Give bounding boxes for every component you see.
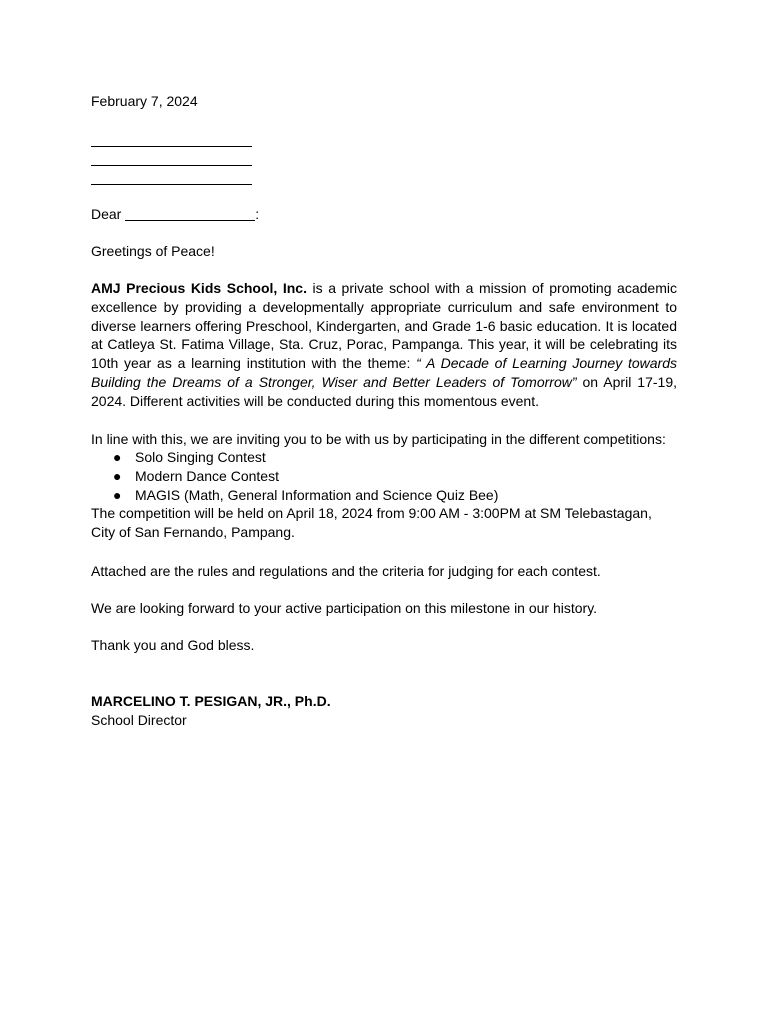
- looking-forward: We are looking forward to your active participation on this milestone in our history.: [91, 600, 598, 616]
- recipient-address-blank: [91, 184, 252, 185]
- signatory-title: School Director: [91, 712, 187, 728]
- competition-label: MAGIS (Math, General Information and Science Quiz Bee): [135, 486, 499, 503]
- salutation-name-blank: [125, 206, 255, 221]
- signatory-name: [91, 692, 331, 710]
- intro-paragraph: [91, 279, 677, 410]
- closing: Thank you and God bless.: [91, 637, 255, 653]
- bullet-icon: ●: [113, 449, 122, 465]
- invite-line: In line with this, we are inviting you to be with us by participating in the different competitions:: [91, 431, 666, 447]
- competition-list: [91, 448, 498, 504]
- recipient-position-blank: [91, 165, 252, 166]
- list-item: [91, 448, 498, 467]
- competition-label: Modern Dance Contest: [135, 467, 279, 484]
- list-item: [91, 486, 498, 505]
- salutation: [91, 205, 259, 223]
- intro-text-1: is a private school with a mission of promoting academic excellence by providing a developmentally appropriate curriculum and safe environment to diverse learners offering Preschool, Kindergarten, and Grade 1-6 basic education. It is located at Catleya St. Fatima Village, Sta. Cruz, Porac, Pampanga. This year, it will be celebrating its 10th year as a learning institution with the theme:: [91, 280, 677, 371]
- list-item: [91, 467, 498, 486]
- competition-details: The competition will be held on April 18, 2024 from 9:00 AM - 3:00PM at SM Telebastagan, City of San Fernando, Pampang.: [91, 505, 652, 540]
- bullet-icon: ●: [113, 486, 122, 503]
- intro-text-2: on April 17-19, 2024. Different activities will be conducted during this momentous event.: [91, 373, 678, 409]
- competition-label: Solo Singing Contest: [135, 449, 266, 465]
- recipient-name-blank: [91, 146, 252, 147]
- letter-date: February 7, 2024: [91, 93, 198, 109]
- attached-note: Attached are the rules and regulations and the criteria for judging for each contest.: [91, 563, 601, 579]
- school-name: AMJ Precious Kids School, Inc.: [91, 280, 307, 296]
- bullet-icon: ●: [113, 467, 122, 484]
- theme-text: “ A Decade of Learning Journey towards Building the Dreams of a Stronger, Wiser and Better Leaders of Tomorrow”: [91, 355, 677, 390]
- greeting: Greetings of Peace!: [91, 243, 215, 259]
- salutation-prefix: Dear: [91, 206, 126, 222]
- salutation-suffix: :: [255, 206, 260, 222]
- signatory-name-text: MARCELINO T. PESIGAN, JR., Ph.D.: [91, 693, 331, 709]
